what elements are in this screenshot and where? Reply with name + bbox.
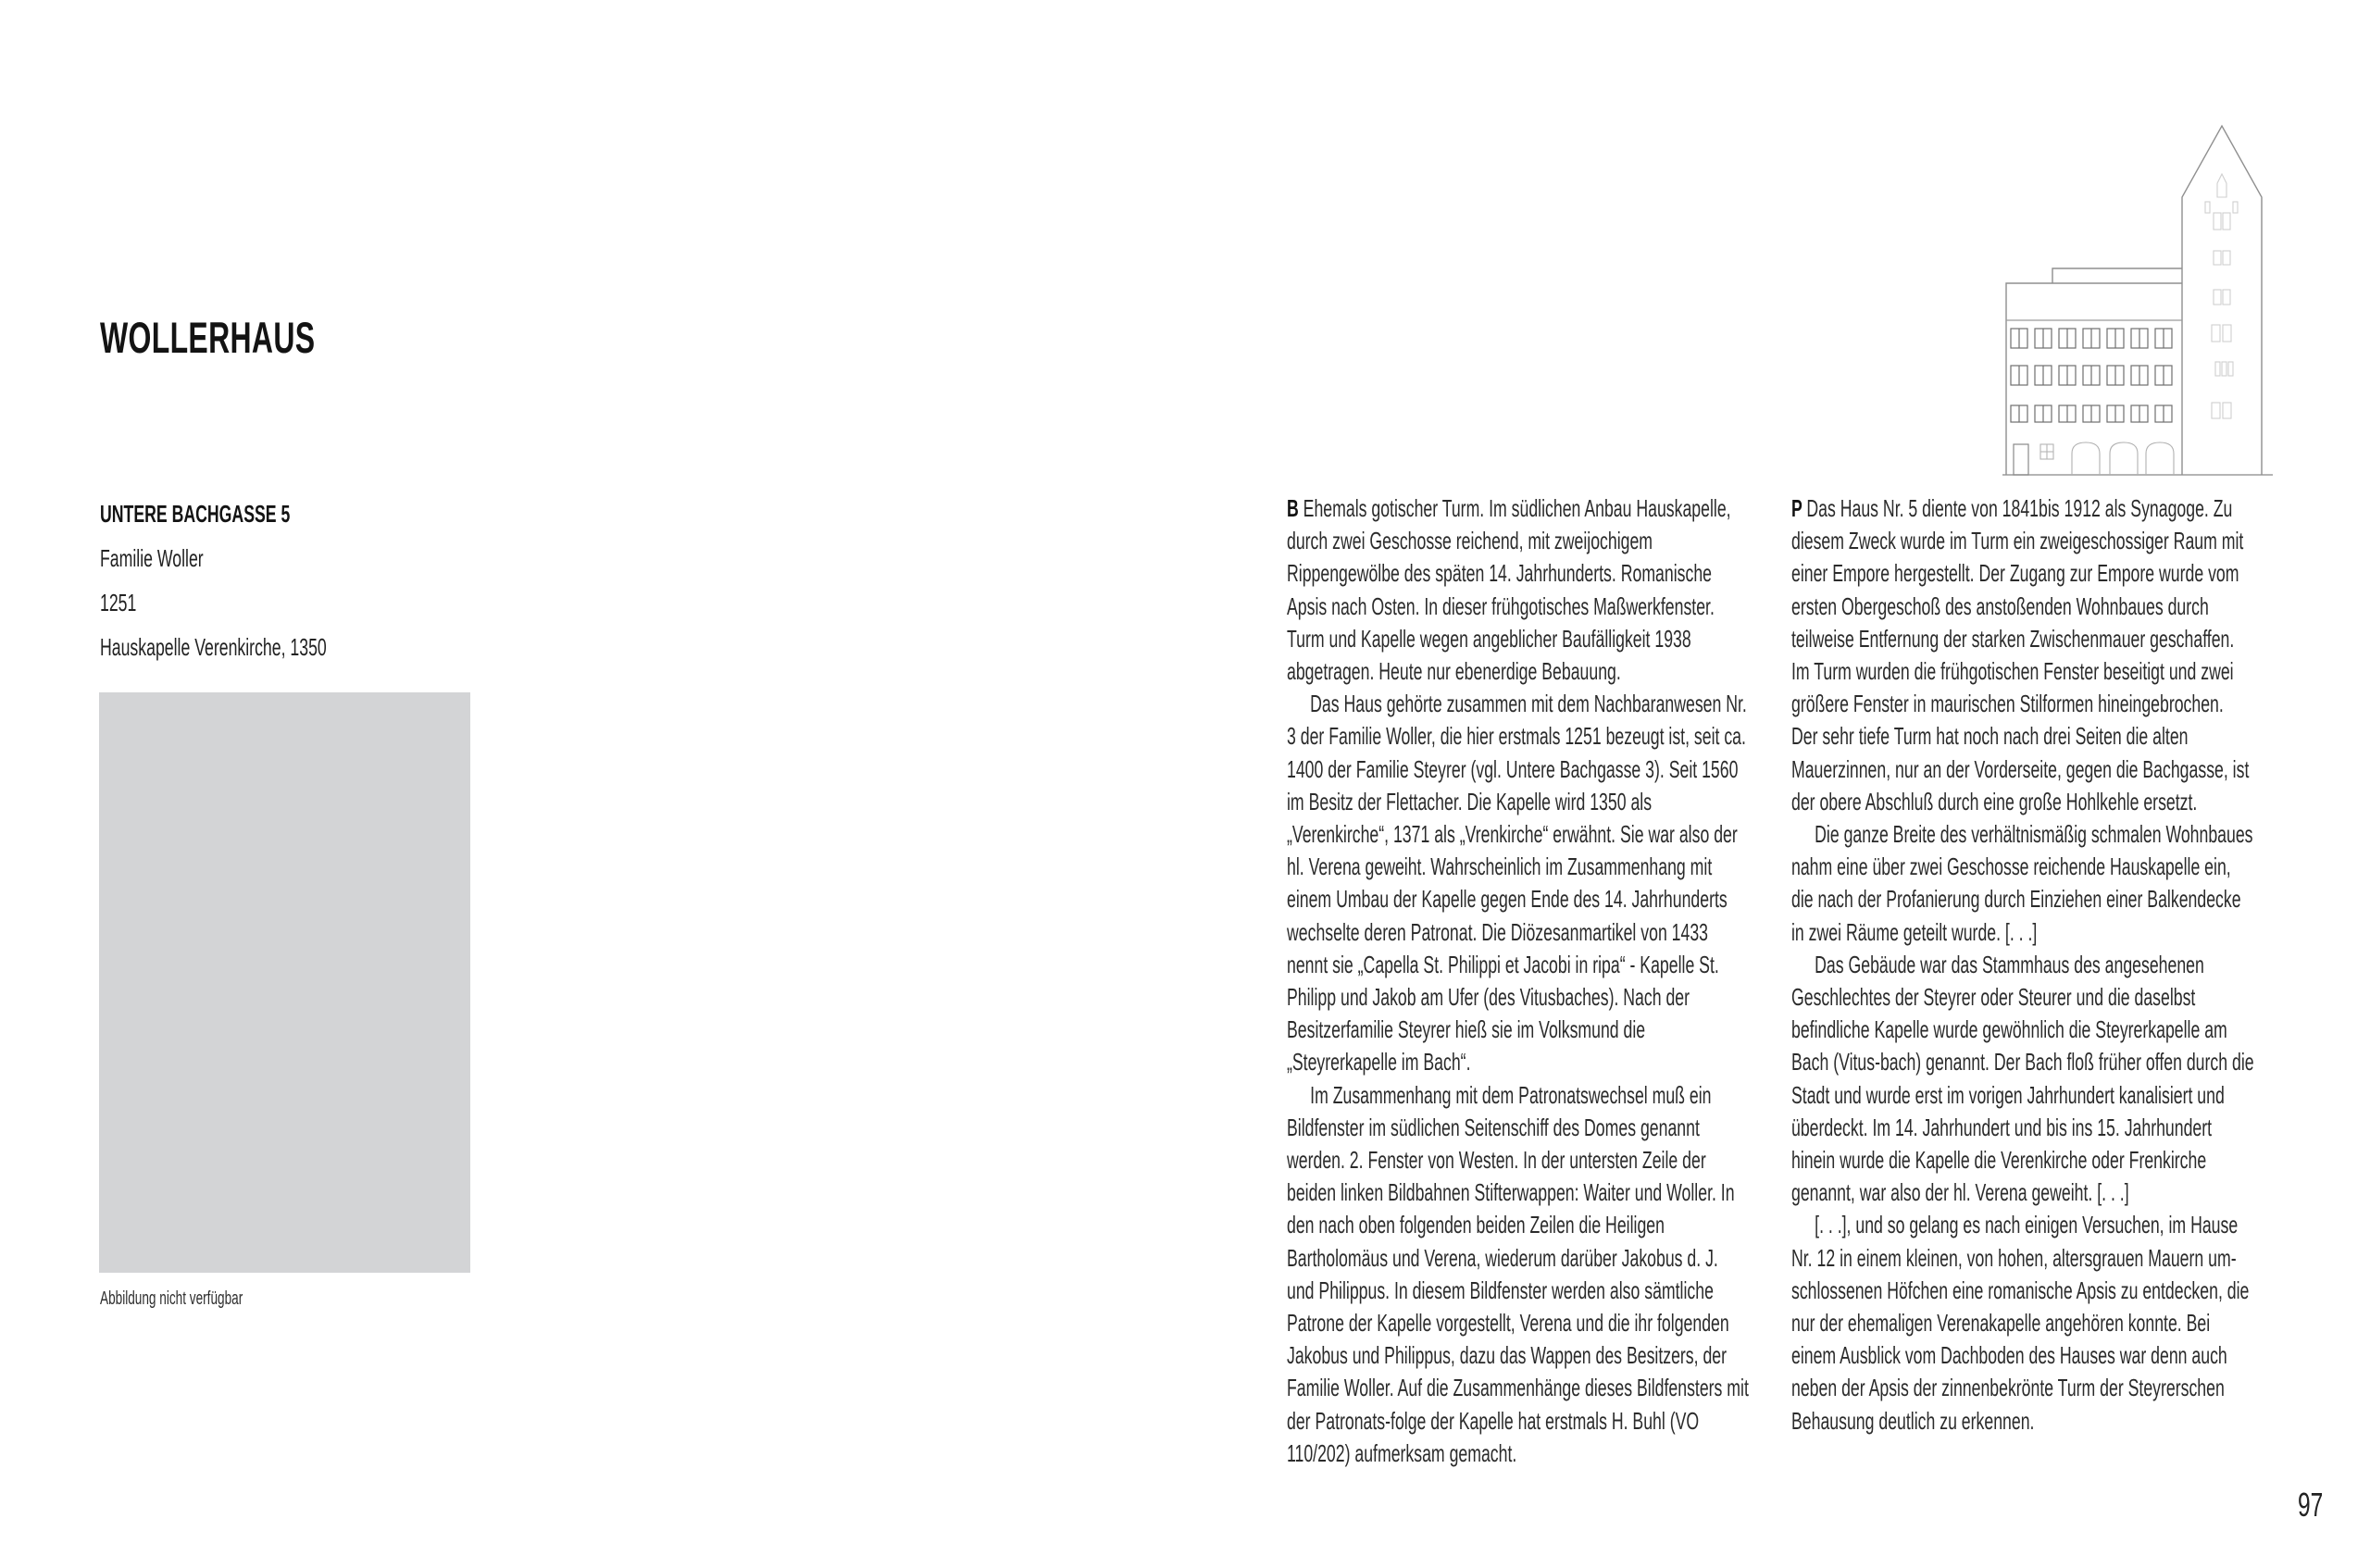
- house-small-window: [2040, 444, 2053, 459]
- paragraph: Im Zusammenhang mit dem Patronatswechsel muß ein Bildfenster im südlichen Seitenschiff des Domes genannt werden. 2. Fenster von Westen. In der untersten Zeile der beiden linken Bildbahnen Stifterwappen: Waiter und Woller. In den nach oben folgenden beiden Zeilen die Heiligen Bartholomäus und Verena, wiederum darüber Jakobus d. J. und Philippus. In diesem Bildfenster werden also sämtliche Patrone der Kapelle vorgestellt, Verena und die ihr folgenden Jakobus und Philippus, dazu das Wappen des Besitzers, der Familie Woller. Auf die Zusammenhänge dieses Bildfensters mit der Patronats-folge der Kapelle hat erstmals H. Buhl (VO 110/202) aufmerksam gemacht.: [1287, 1080, 1749, 1467]
- page-title: WOLLERHAUS: [100, 313, 316, 363]
- paragraph-lead-letter: B: [1287, 494, 1304, 522]
- paragraph: [. . .], und so gelang es nach einigen Versuchen, im Hause Nr. 12 in einem kleinen, von hohen, altersgrauen Mauern um-schlossenen Höfchen eine romanische Apsis zu entdecken, die nur der ehemaligen Verenakapelle angehören konnte. Bei einem Ausblick vom Dachboden des Hauses war denn auch neben der Apsis der zinnenbekrönte Turm der Steyrerschen Behausung deutlich zu erkennen.: [1791, 1211, 2250, 1435]
- text-column-b: [1287, 492, 1750, 1470]
- paragraph: Die ganze Breite des verhältnismäßig schmalen Wohnbaues nahm eine über zwei Geschosse reichende Hauskapelle ein, die nach der Profanierung durch Einziehen einer Balkendecke in zwei Räume geteilt wurde. [. . .]: [1791, 820, 2253, 946]
- house-arches: [2072, 442, 2174, 475]
- window-row-2: [2011, 366, 2172, 385]
- building-drawing-svg: [2000, 118, 2277, 479]
- house-windows: [2011, 329, 2172, 422]
- paragraph: Das Gebäude war das Stammhaus des angesehenen Geschlechtes der Steyrer oder Steurer und die daselbst befindliche Kapelle wurde gewöhnlich die Steyrerkapelle am Bach (Vitus-bach) genannt. Der Bach floß früher offen durch die Stadt und wurde erst im vorigen Jahrhundert kanalisiert und überdeckt. Im 14. Jahrhundert und bis ins 15. Jahrhundert hinein wurde die Kapelle die Verenkirche oder Frenkirche genannt, war also der hl. Verena geweiht. [. . .]: [1791, 950, 2254, 1207]
- paragraph: B Ehemals gotischer Turm. Im südlichen Anbau Hauskapelle, durch zwei Geschosse reichend, mit zweijochigem Rippengewölbe des späten 14. Jahrhunderts. Romanische Apsis nach Osten. In dieser frühgotisches Maßwerkfenster. Turm und Kapelle wegen angeblicher Baufälligkeit 1938 abgetragen. Heute nur ebenerdige Bebauung.: [1287, 494, 1731, 686]
- info-address: UNTERE BACHGASSE 5: [100, 500, 291, 528]
- tower-windows: [2205, 174, 2238, 418]
- image-placeholder: [99, 692, 470, 1273]
- tower-outline: [2182, 126, 2262, 475]
- image-caption: Abbildung nicht verfügbar: [100, 1288, 243, 1309]
- text-column-p: [1791, 492, 2254, 1437]
- info-block: [100, 492, 579, 669]
- paragraph: Das Haus gehörte zusammen mit dem Nachbaranwesen Nr. 3 der Familie Woller, die hier erstmals 1251 bezeugt ist, seit ca. 1400 der Familie Steyrer (vgl. Untere Bachgasse 3). Seit 1560 im Besitz der Flettacher. Die Kapelle wird 1350 als „Verenkirche“, 1371 als „Vrenkirche“ erwähnt. Sie war also der hl. Verena geweiht. Wahrscheinlich im Zusammenhang mit einem Umbau der Kapelle gegen Ende des 14. Jahrhunderts wechselte deren Patronat. Die Diözesanmartikel von 1433 nennt sie „Capella St. Philippi et Jacobi in ripa“ - Kapelle St. Philipp und Jakob am Ufer (des Vitusbaches). Nach der Besitzerfamilie Steyrer hieß sie im Volksmund die „Steyrerkapelle im Bach“.: [1287, 690, 1747, 1076]
- tower-lancet-window: [2217, 174, 2227, 197]
- paragraph: P Das Haus Nr. 5 diente von 1841bis 1912 als Synagoge. Zu diesem Zweck wurde im Turm ein zweigeschossiger Raum mit einer Empore hergestellt. Der Zugang zur Empore wurde vom ersten Obergeschoß des anstoßenden Wohnbaues durch teilweise Entfernung der starken Zwischenmauer geschaffen. Im Turm wurden die frühgotischen Fenster beseitigt und zwei größere Fenster in maurischen Stilformen hineingebrochen. Der sehr tiefe Turm hat noch nach drei Seiten die alten Mauerzinnen, nur an der Vorderseite, gegen die Bachgasse, ist der obere Abschluß durch eine große Hohlkehle ersetzt.: [1791, 494, 2250, 815]
- house-parapet: [2052, 268, 2182, 283]
- page-number: 97: [2298, 1486, 2324, 1524]
- info-family: Familie Woller: [100, 544, 204, 572]
- info-year: 1251: [100, 589, 137, 616]
- paragraph-lead-letter: P: [1791, 494, 1807, 522]
- info-chapel: Hauskapelle Verenkirche, 1350: [100, 633, 327, 661]
- window-row-3: [2011, 405, 2172, 422]
- building-elevation-drawing: [2000, 118, 2277, 479]
- house-door: [2014, 444, 2028, 475]
- window-row-1: [2011, 329, 2172, 348]
